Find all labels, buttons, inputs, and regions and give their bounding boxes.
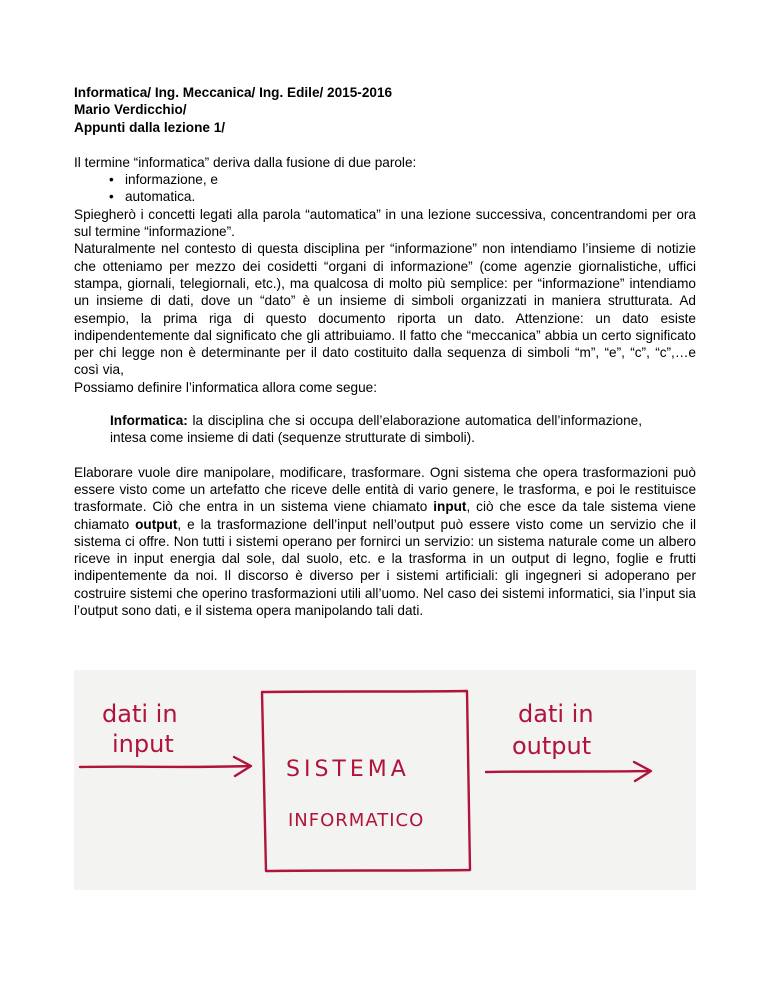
keyword-input: input — [433, 499, 467, 515]
output-arrow — [486, 771, 650, 772]
box-label-line2: INFORMATICO — [288, 810, 425, 831]
paragraph-elaborare-part-a: Elaborare vuole dire manipolare, modificare, trasformare. Ogni sistema che opera trasformazioni può essere visto come un artefatto che riceve delle entità di vario genere, le trasforma, e poi le restituisce trasformate. Ciò che entra in un sistema viene chiamato — [74, 464, 696, 515]
keyword-output: output — [135, 516, 178, 532]
system-diagram-drawing — [74, 670, 696, 890]
input-label-line2: input — [112, 730, 174, 758]
intro-sentence: Il termine “informatica” deriva dalla fusione di due parole: — [74, 154, 417, 170]
header-line-course: Informatica/ Ing. Meccanica/ Ing. Edile/ 2015-2016 — [74, 85, 393, 100]
header-line-author: Mario Verdicchio/ — [74, 102, 187, 118]
paragraph-elaborare — [74, 464, 696, 620]
output-label-line1: dati in — [518, 700, 594, 728]
box-label-line1: SISTEMA — [286, 757, 410, 782]
definition-text: la disciplina che si occupa dell’elaborazione automatica dell’informazione, intesa come insieme di dati (sequenze strutturate di simboli). — [110, 413, 642, 446]
definition-term: Informatica: — [110, 413, 188, 429]
bullet-item-informazione: • informazione, e — [109, 171, 696, 188]
system-diagram — [74, 670, 696, 890]
paragraph-automatica: Spiegherò i concetti legati alla parola “automatica” in una lezione successiva, concentrandomi per ora sul termine “informazione”. — [74, 206, 696, 240]
header-line-lesson: Appunti dalla lezione 1/ — [74, 119, 226, 135]
paragraph-informazione: Naturalmente nel contesto di questa disciplina per “informazione” non intendiamo l’insieme di notizie che otteniamo per mezzo dei cosidetti “organi di informazione” (come agenzie giornalistiche, uffici stampa, giornali, telegiornali, etc.), ma qualcosa di molto più semplice: per “informazione” intendiamo un insieme di dati, dove un “dato” è un insieme di simboli organizzati in maniera strutturata. Ad esempio, la prima riga di questo documento riporta un dato. Attenzione: un dato esiste indipendentemente dal significato che gli attribuiamo. Il fatto che “meccanica” abbia un certo significato per chi legge non è determinante per il dato costituito dalla sequenza di simboli “m”, “e”, “c”, “c”,…e così via, — [74, 241, 696, 378]
input-arrow — [80, 766, 250, 767]
bullet-list — [74, 171, 696, 206]
output-label-line2: output — [512, 732, 592, 760]
paragraph-elaborare-part-b: , ciò che esce da tale sistema viene chiamato — [74, 499, 696, 532]
paragraph-definition-intro: Possiamo definire l’informatica allora come segue: — [74, 379, 377, 395]
definition-block — [110, 412, 642, 447]
bullet-item-automatica: • automatica. — [109, 188, 696, 205]
document-page — [74, 84, 696, 619]
input-label-line1: dati in — [102, 700, 178, 728]
paragraph-elaborare-part-c: , e la trasformazione dell’input nell’output può essere visto come un servizio che il sistema ci offre. Non tutti i sistemi operano per fornirci un servizio: un sistema naturale come un albero riceve in input energia dal sole, dal suolo, etc. e la trasforma in un output di legno, foglie e frutti indipentemente da noi. Il discorso è diverso per i sistemi artificiali: gli ingegneri si adoperano per costruire sistemi che operino trasformazioni utili all’uomo. Nel caso dei sistemi informatici, sia l’input sia l’output sono dati, e il sistema opera manipolando tali dati. — [74, 516, 696, 619]
